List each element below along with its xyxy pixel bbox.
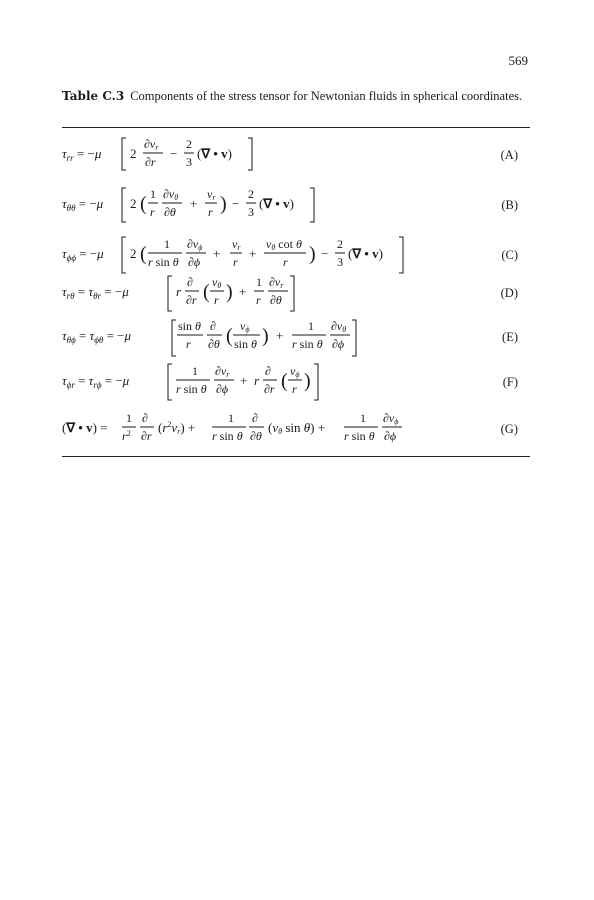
svg-text:(∇ • v): (∇ • v) (259, 196, 294, 211)
svg-text:∂r: ∂r (141, 429, 152, 443)
svg-text:vr: vr (207, 187, 216, 202)
svg-text:∂r: ∂r (186, 293, 197, 307)
equation-label-e: (E) (502, 330, 518, 344)
svg-text:r: r (208, 205, 213, 219)
svg-text:r2: $r^2$ (122, 429, 131, 443)
svg-text:∂θ: ∂θ (164, 205, 176, 219)
svg-text:∂ϕ: ∂ϕ (216, 382, 229, 396)
svg-text:1: 1 (308, 319, 314, 333)
svg-text:∂vr: ∂vr (144, 137, 159, 152)
svg-text:r: r (150, 205, 155, 219)
svg-text:(: ( (140, 243, 147, 265)
svg-text:1: 1 (126, 411, 132, 425)
svg-text:∂vθ: ∂vθ (163, 187, 179, 202)
svg-text:−: − (321, 246, 329, 261)
svg-text:τrr = −μ: $\tau_{rr} = -\mu$ (62, 146, 102, 163)
svg-text:r: r (233, 255, 238, 269)
svg-text:2: 2 (130, 196, 137, 211)
table-bottom-rule (62, 456, 530, 457)
svg-text:+: + (190, 196, 198, 211)
svg-text:r: r (256, 293, 261, 307)
svg-text:2: 2 (248, 187, 254, 201)
svg-text:(: ( (226, 325, 233, 347)
svg-text:∂: ∂ (187, 275, 193, 289)
svg-text:r: r (254, 373, 260, 388)
svg-text:2: 2 (186, 137, 192, 151)
svg-text:∂vϕ: ∂vϕ (383, 411, 399, 426)
equation-c (62, 237, 403, 273)
svg-text:+: + (249, 246, 257, 261)
svg-text:1: 1 (228, 411, 234, 425)
svg-text:+: + (276, 328, 284, 343)
equation-label-b: (B) (501, 198, 518, 212)
svg-text:1: 1 (150, 187, 156, 201)
svg-text:∂ϕ: ∂ϕ (332, 337, 345, 351)
svg-text:1: 1 (360, 411, 366, 425)
svg-text:2: 2 (130, 246, 137, 261)
svg-text:∂vr: ∂vr (215, 364, 230, 379)
equation-label-g: (G) (500, 422, 518, 436)
svg-text:(∇ • v) =: (∇ • v) = (62, 420, 108, 435)
svg-text:(: ( (281, 370, 288, 392)
svg-text:r sin θ: r sin θ (148, 255, 179, 269)
svg-text:2: 2 (337, 237, 343, 251)
svg-text:3: 3 (337, 255, 343, 269)
svg-text:∂r: ∂r (264, 382, 275, 396)
svg-text:−: − (170, 146, 178, 161)
svg-text:τϕϕ = −μ: $\tau_{\phi\phi} = -\mu$ (62, 246, 104, 263)
svg-text:3: 3 (248, 205, 254, 219)
svg-text:(: ( (140, 193, 147, 215)
svg-text:+: + (240, 373, 248, 388)
svg-text:∂θ: ∂θ (270, 293, 282, 307)
svg-text:r: r (186, 337, 191, 351)
equation-b (62, 187, 314, 222)
equation-label-c: (C) (501, 248, 518, 262)
svg-text:): ) (220, 193, 227, 215)
svg-text:∂: ∂ (142, 411, 148, 425)
equation-a (62, 137, 252, 170)
svg-text:∂: ∂ (265, 364, 271, 378)
svg-text:2: 2 (130, 146, 137, 161)
svg-text:1: 1 (164, 237, 170, 251)
svg-text:): ) (309, 243, 316, 265)
svg-text:): ) (262, 325, 269, 347)
svg-text:r sin θ: r sin θ (292, 337, 323, 351)
svg-text:(vθ sin θ) +: (vθ sin θ) + (268, 420, 326, 436)
equation-label-f: (F) (502, 375, 518, 389)
svg-text:∂: ∂ (252, 411, 258, 425)
equation-e (62, 319, 356, 356)
equation-label-d: (D) (500, 286, 518, 300)
svg-text:r sin θ: r sin θ (344, 429, 375, 443)
equation-f (62, 364, 318, 400)
svg-text:3: 3 (186, 155, 192, 169)
svg-text:vϕ: vϕ (290, 364, 300, 379)
equation-label-a: (A) (500, 148, 518, 162)
svg-text:(: ( (203, 281, 210, 303)
svg-text:+: + (213, 246, 221, 261)
svg-text:): ) (226, 281, 233, 303)
svg-text:r sin θ: r sin θ (176, 382, 207, 396)
svg-text:r: r (214, 293, 219, 307)
table-label: Table C.3 (62, 89, 125, 103)
svg-text:∂ϕ: ∂ϕ (384, 429, 397, 443)
svg-text:∂vθ: ∂vθ (331, 319, 347, 334)
svg-text:vr: vr (232, 237, 241, 252)
svg-text:vθ: vθ (212, 275, 222, 290)
svg-text:(r2vr) +: $(r^2vr)$ + (158, 420, 196, 436)
svg-text:r: r (292, 382, 297, 396)
svg-text:(∇ • v): (∇ • v) (348, 246, 383, 261)
svg-text:∂ϕ: ∂ϕ (188, 255, 201, 269)
svg-text:τϕr = τrϕ = −μ: $\tau_{\phi r} = \tau_{r\phi} = -\mu$ (62, 373, 130, 390)
svg-text:r: r (283, 255, 288, 269)
svg-text:∂θ: ∂θ (250, 429, 262, 443)
equation-g (62, 411, 402, 443)
svg-text:vϕ: vϕ (240, 319, 250, 334)
svg-text:∂θ: ∂θ (208, 337, 220, 351)
svg-text:): ) (304, 370, 311, 392)
svg-text:1: 1 (192, 364, 198, 378)
svg-text:(∇ • v): (∇ • v) (197, 146, 232, 161)
svg-text:r: r (176, 284, 182, 299)
svg-text:τrθ = τθr = −μ: $\tau_{r\theta} = \tau_{\theta r} = -\mu$ (62, 284, 129, 301)
svg-text:sin θ: sin θ (234, 337, 257, 351)
svg-text:τθϕ = τϕθ = −μ: $\tau_{\theta\phi} = \tau_{\phi\theta} = -\mu$ (62, 328, 132, 345)
caption-text: Components of the stress tensor for Newtonian fluids in spherical coordinates. (130, 89, 523, 103)
svg-text:τθθ = −μ: $\tau_{\theta\theta} = -\mu$ (62, 196, 104, 213)
svg-text:−: − (232, 196, 240, 211)
svg-text:1: 1 (256, 275, 262, 289)
svg-text:sin θ: sin θ (178, 319, 201, 333)
svg-text:∂: ∂ (210, 319, 216, 333)
svg-text:+: + (239, 284, 247, 299)
equation-d (62, 275, 294, 311)
svg-text:r sin θ: r sin θ (212, 429, 243, 443)
page-number: 569 (508, 53, 528, 68)
svg-text:∂vϕ: ∂vϕ (187, 237, 203, 252)
svg-text:∂vr: ∂vr (269, 275, 284, 290)
svg-text:∂r: ∂r (145, 155, 156, 169)
svg-text:vθ cot θ: vθ cot θ (266, 237, 302, 252)
